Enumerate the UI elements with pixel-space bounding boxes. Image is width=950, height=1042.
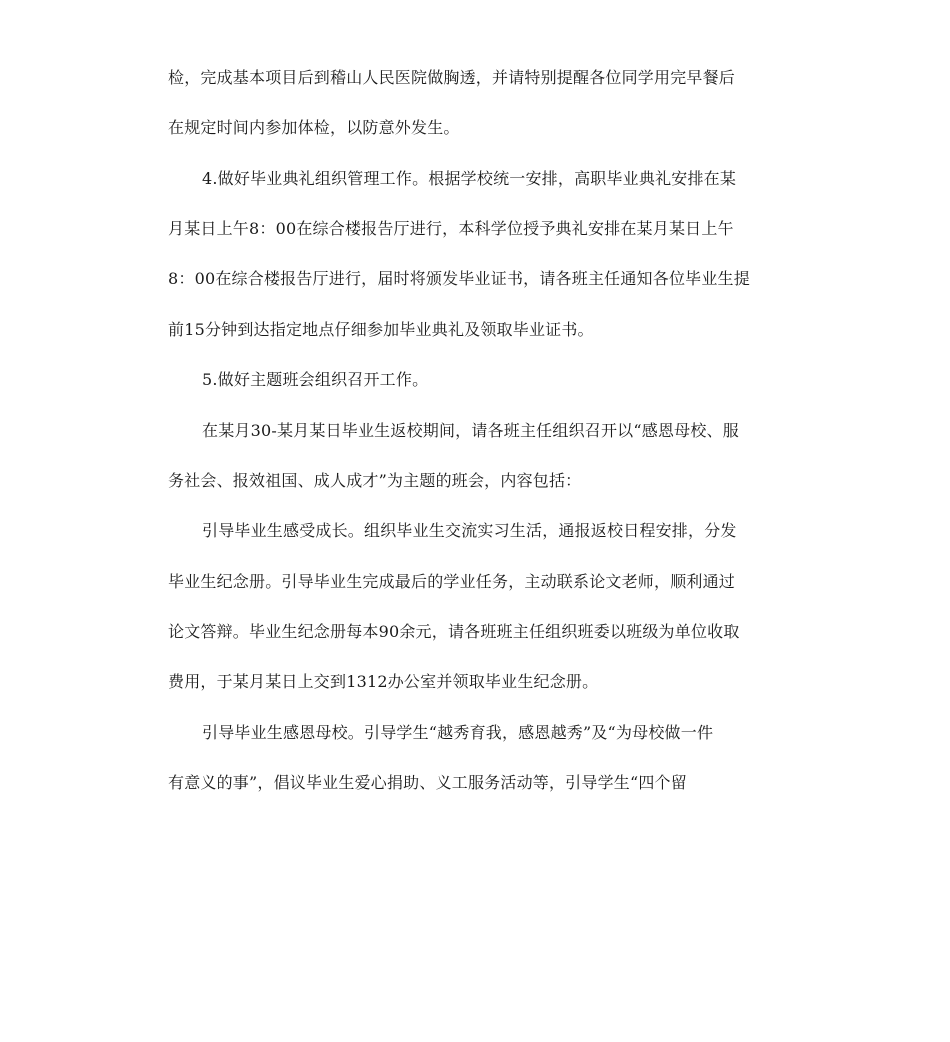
text-line: 在规定时间内参加体检，以防意外发生。	[168, 118, 460, 137]
paragraph-start-line: 引导毕业生感受成长。组织毕业生交流实习生活，通报返校日程安排，分发	[202, 521, 737, 540]
text-line: 有意义的事”，倡议毕业生爱心捐助、义工服务活动等，引导学生“四个留	[168, 773, 687, 792]
text-line: 前15分钟到达指定地点仔细参加毕业典礼及领取毕业证书。	[168, 320, 594, 339]
section-heading: 5.做好主题班会组织召开工作。	[202, 370, 429, 389]
paragraph-start-line: 引导毕业生感恩母校。引导学生“越秀育我，感恩越秀”及“为母校做一件	[202, 723, 714, 742]
text-line: 检，完成基本项目后到稽山人民医院做胸透，并请特别提醒各位同学用完早餐后	[168, 68, 736, 87]
paragraph-start-line: 4.做好毕业典礼组织管理工作。根据学校统一安排，高职毕业典礼安排在某	[202, 169, 737, 188]
text-line: 8：00在综合楼报告厅进行，届时将颁发毕业证书，请各班主任通知各位毕业生提	[168, 269, 750, 288]
paragraph-start-line: 在某月30-某月某日毕业生返校期间，请各班主任组织召开以“感恩母校、服	[202, 421, 739, 440]
text-line: 费用，于某月某日上交到1312办公室并领取毕业生纪念册。	[168, 672, 599, 691]
text-line: 务社会、报效祖国、成人成才”为主题的班会，内容包括：	[168, 471, 582, 490]
text-line: 论文答辩。毕业生纪念册每本90余元，请各班班主任组织班委以班级为单位收取	[168, 622, 740, 641]
text-line: 月某日上午8：00在综合楼报告厅进行，本科学位授予典礼安排在某月某日上午	[168, 219, 734, 238]
text-line: 毕业生纪念册。引导毕业生完成最后的学业任务，主动联系论文老师，顺利通过	[168, 572, 736, 591]
